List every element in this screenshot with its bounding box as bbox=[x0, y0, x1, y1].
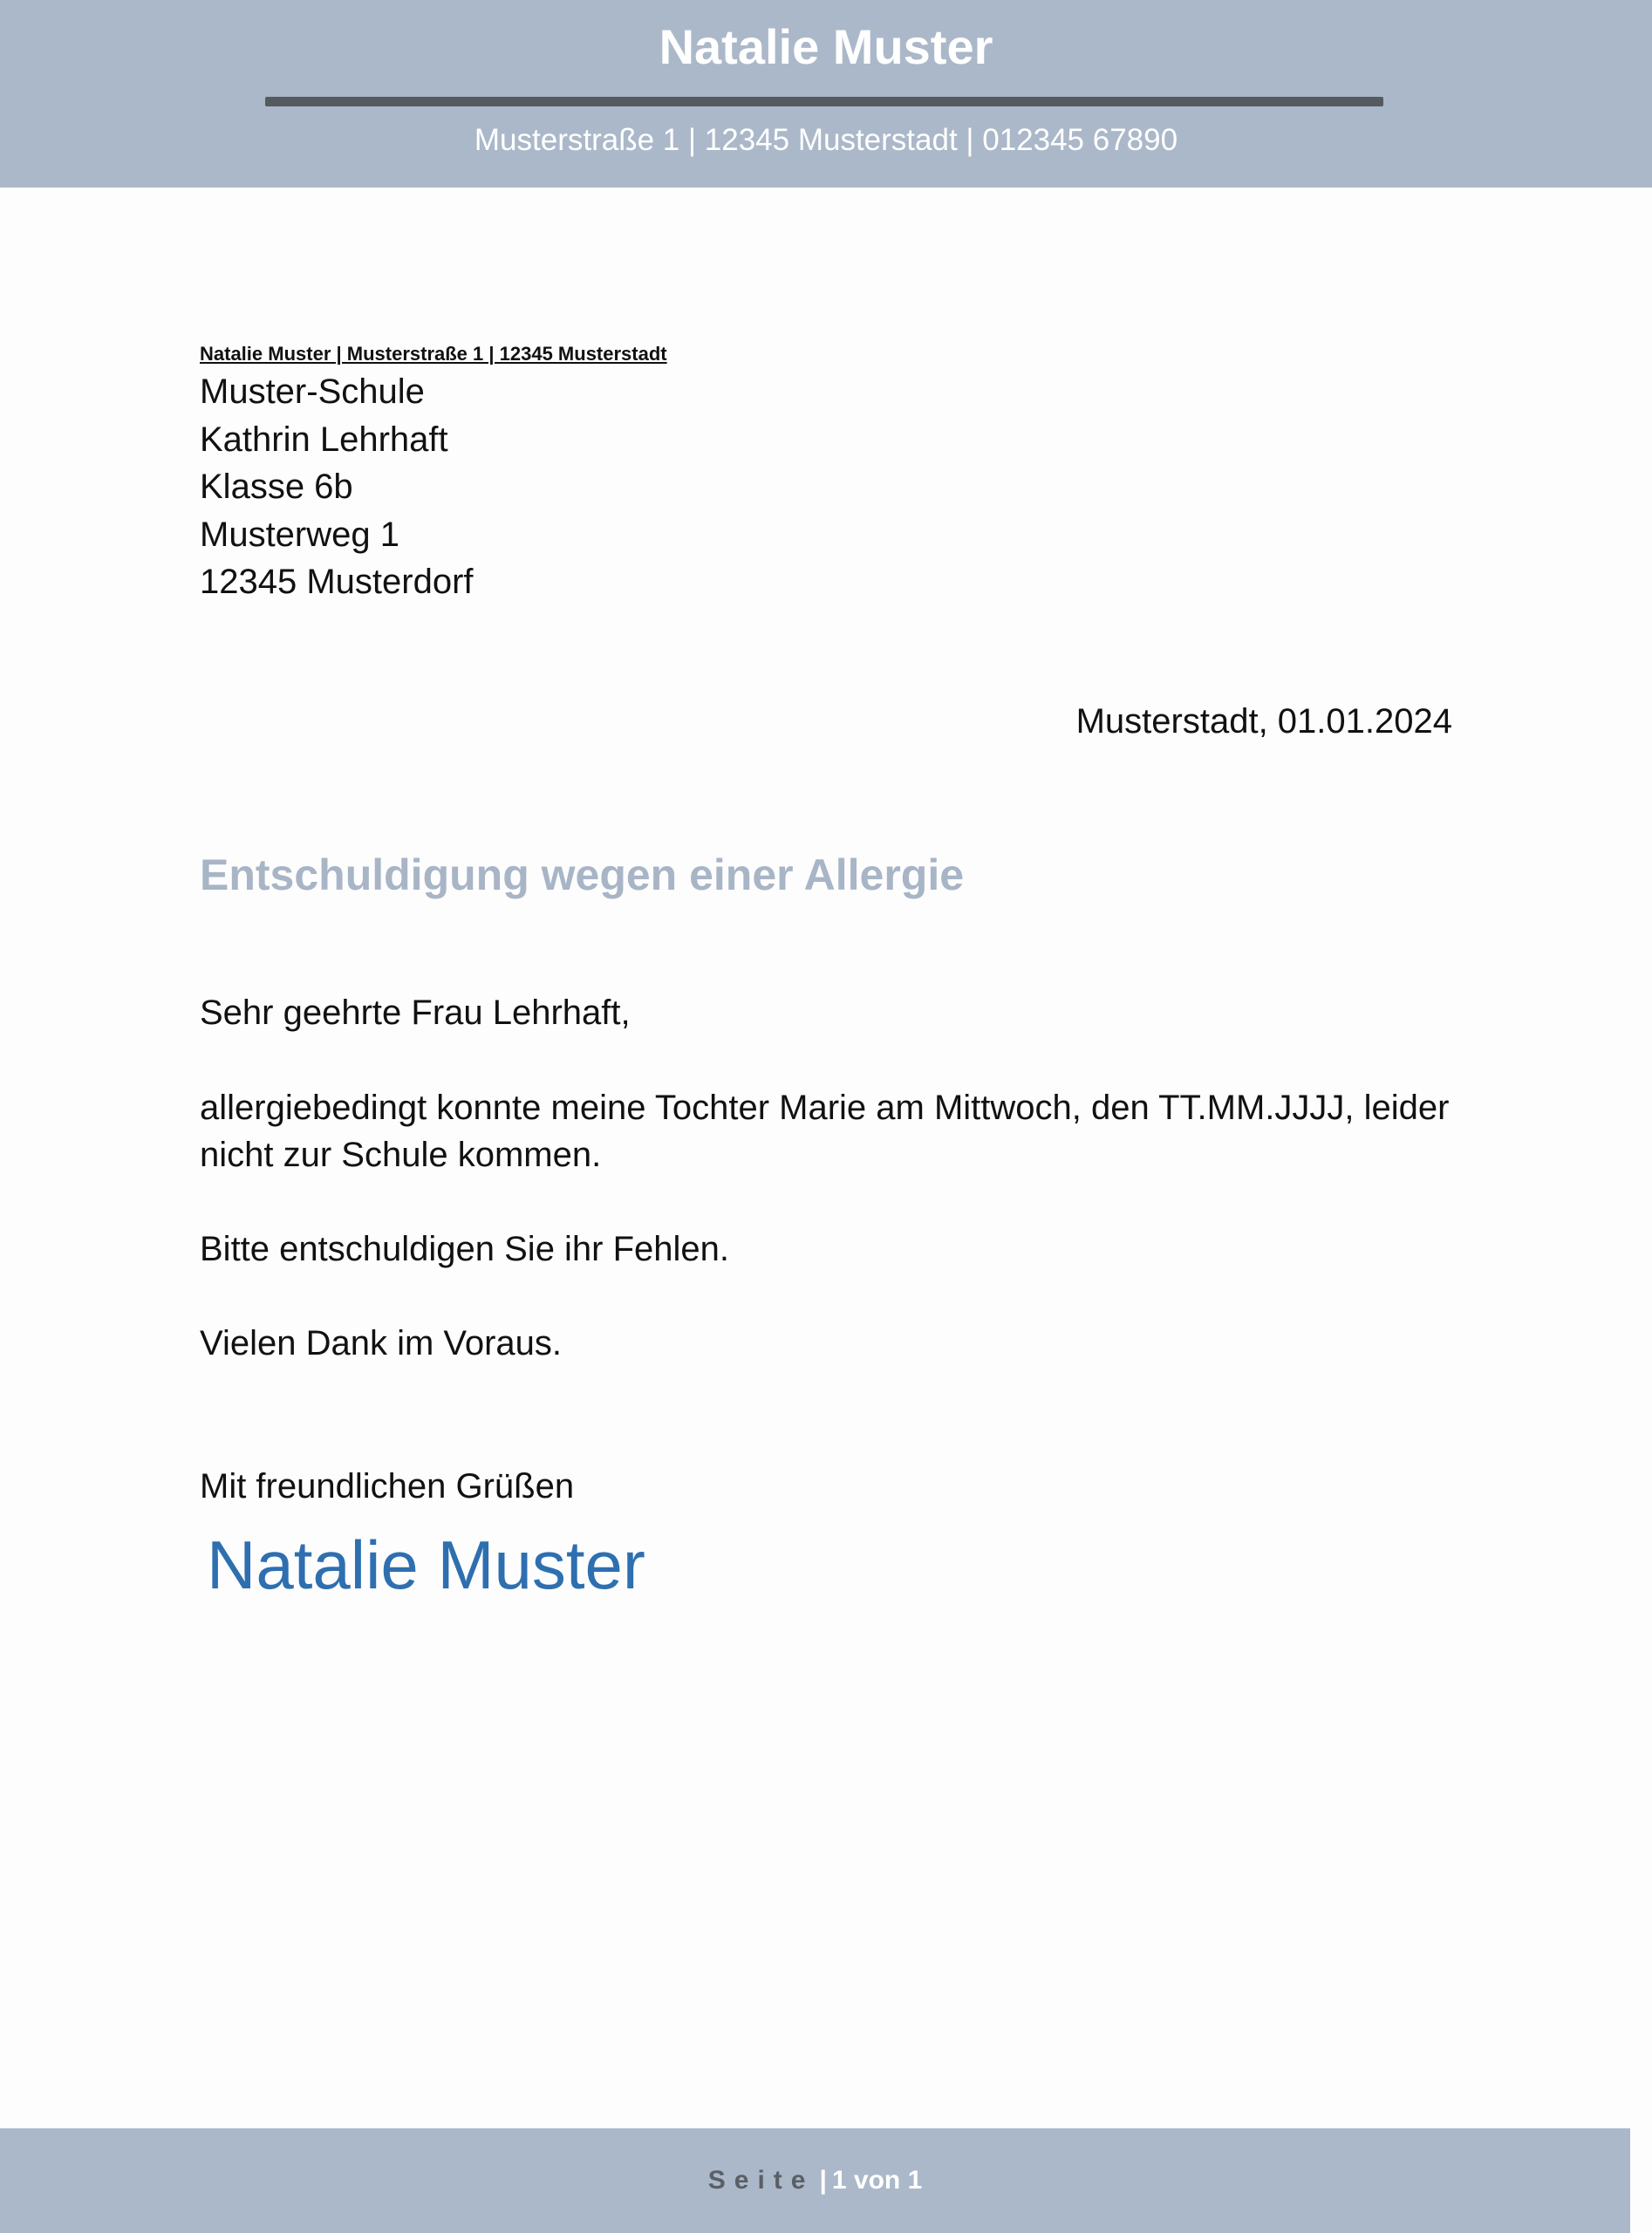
page-separator: | bbox=[819, 2166, 827, 2195]
page-number bbox=[0, 2161, 1630, 2200]
body-paragraph: Bitte entschuldigen Sie ihr Fehlen. bbox=[200, 1230, 730, 1268]
recipient-line: Musterweg 1 bbox=[200, 515, 399, 554]
letter-subject: Entschuldigung wegen einer Allergie bbox=[200, 850, 965, 899]
page-footer bbox=[0, 2128, 1630, 2233]
letterhead bbox=[0, 0, 1652, 188]
recipient-line: Kathrin Lehrhaft bbox=[200, 420, 448, 459]
recipient-address bbox=[200, 368, 474, 606]
body-paragraph: allergiebedingt konnte meine Tochter Marie am Mittwoch, den TT.MM.JJJJ, leider nicht zur Schule kommen. bbox=[200, 1089, 1450, 1174]
sender-return-address: Natalie Muster | Musterstraße 1 | 12345 Musterstadt bbox=[200, 343, 667, 365]
closing-phrase: Mit freundlichen Grüßen bbox=[200, 1467, 575, 1506]
letterhead-divider bbox=[265, 97, 1383, 106]
recipient-line: 12345 Musterdorf bbox=[200, 563, 474, 601]
salutation: Sehr geehrte Frau Lehrhaft, bbox=[200, 994, 631, 1032]
body-paragraph: Vielen Dank im Voraus. bbox=[200, 1324, 563, 1362]
letterhead-contact: Musterstraße 1 | 12345 Musterstadt | 012345 67890 bbox=[474, 123, 1178, 157]
recipient-line: Klasse 6b bbox=[200, 468, 353, 506]
letterhead-name: Natalie Muster bbox=[659, 19, 993, 74]
recipient-line: Muster-Schule bbox=[200, 372, 425, 411]
signature: Natalie Muster bbox=[207, 1526, 645, 1603]
page-count: 1 von 1 bbox=[831, 2166, 923, 2195]
page-label: Seite bbox=[707, 2166, 815, 2195]
place-date: Musterstadt, 01.01.2024 bbox=[1075, 702, 1452, 741]
